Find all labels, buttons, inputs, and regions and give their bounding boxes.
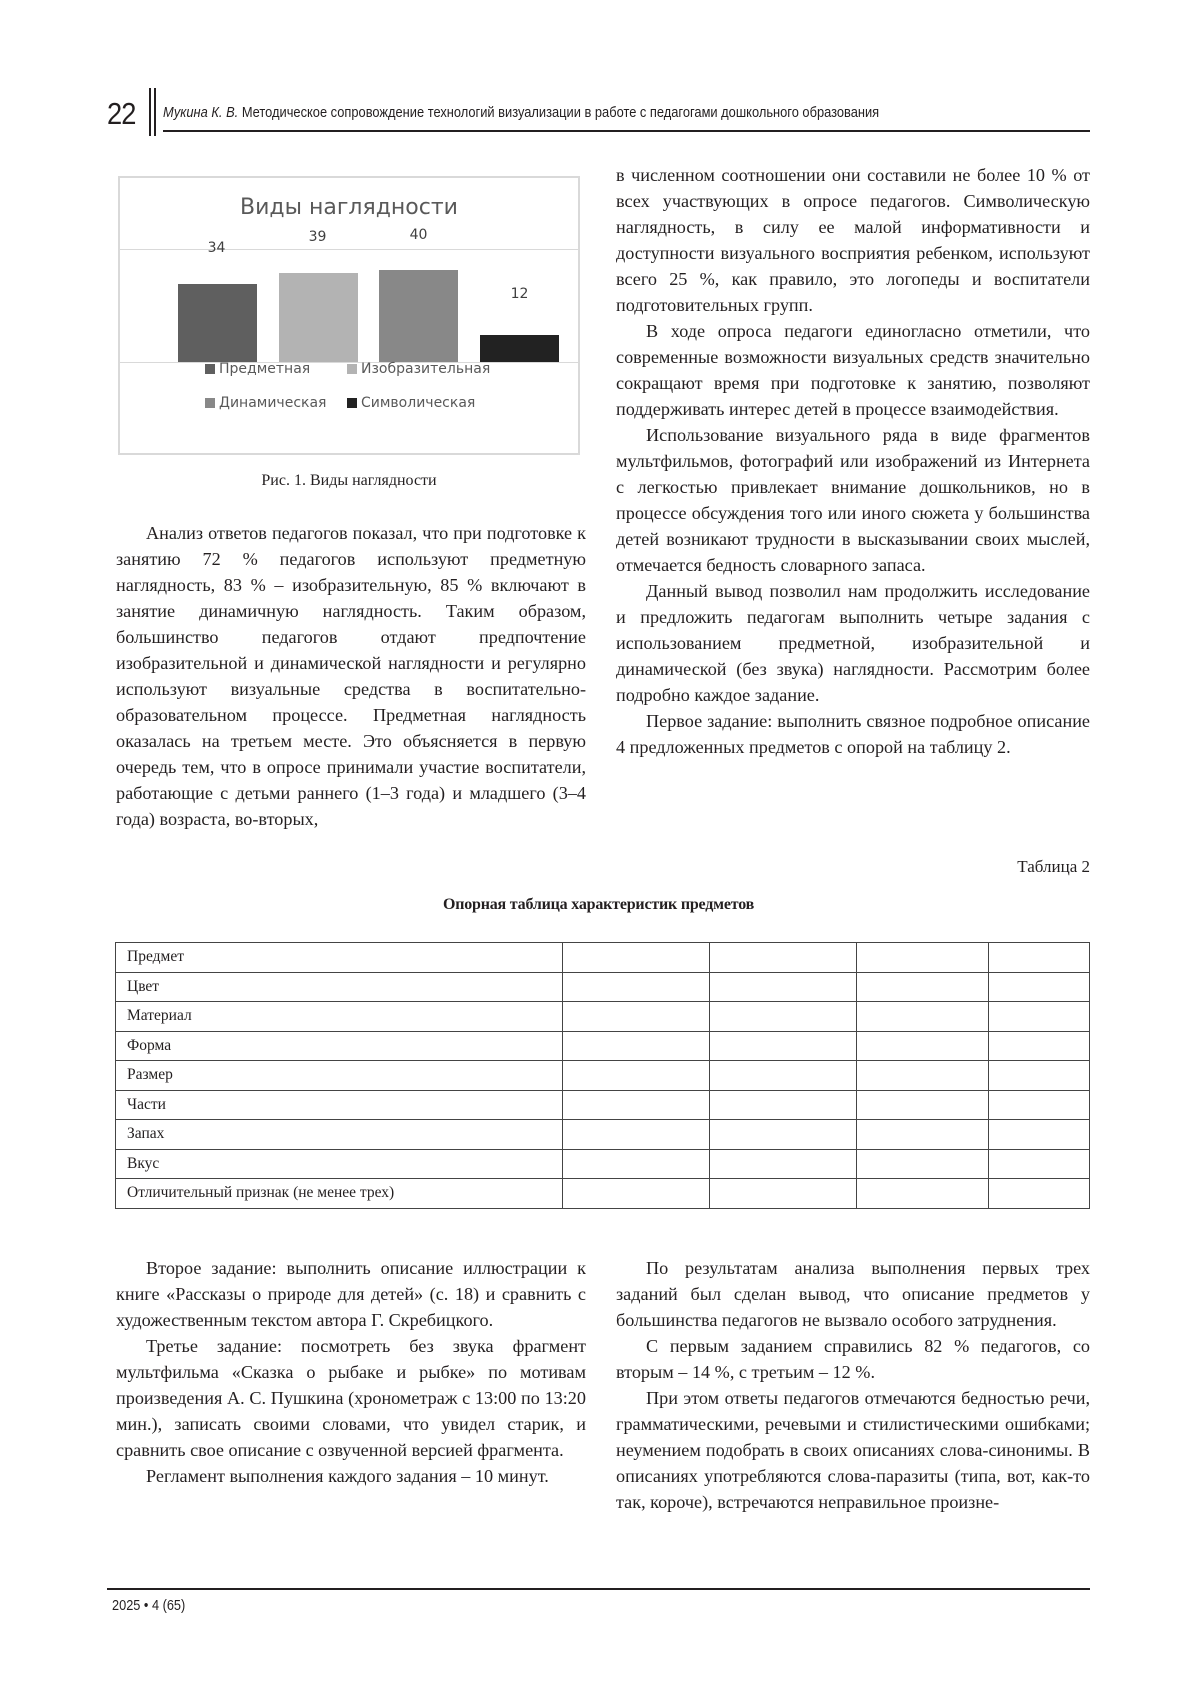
empty-cell (710, 1061, 857, 1091)
table-row (116, 1179, 1090, 1209)
table-number: Таблица 2 (1017, 857, 1090, 876)
empty-cell (857, 1179, 989, 1209)
header-rule (163, 130, 1090, 132)
empty-cell (563, 1149, 710, 1179)
row-label: Материал (116, 1002, 563, 1032)
running-header (163, 105, 879, 121)
table-row (116, 972, 1090, 1002)
empty-cell (857, 972, 989, 1002)
legend-label: Динамическая (219, 395, 327, 411)
legend-item (347, 361, 490, 377)
figure-caption: Рис. 1. Виды наглядности (261, 472, 437, 489)
table-row (116, 943, 1090, 973)
empty-cell (563, 1061, 710, 1091)
empty-cell (710, 1179, 857, 1209)
bar-izobrazitelnaya (279, 273, 358, 362)
bar-simvolicheskaya (480, 335, 559, 362)
paragraph: Третье задание: посмотреть без звука фрагмент мультфильма «Сказка о рыбаке и рыбке» по мотивам произведения А. С. Пушкина (хронометраж с 13:00 по 13:20 мин.), записать своими словами, что увидел старик, и сравнить свое описание с озвученной версией фрагмента. (116, 1336, 586, 1460)
empty-cell (563, 1179, 710, 1209)
empty-cell (857, 1090, 989, 1120)
empty-cell (563, 972, 710, 1002)
header-divider (149, 88, 151, 136)
table-row (116, 1061, 1090, 1091)
empty-cell (563, 1090, 710, 1120)
legend-swatch-icon (205, 364, 215, 374)
empty-cell (989, 1002, 1090, 1032)
empty-cell (710, 1120, 857, 1150)
bar-dinamicheskaya (379, 270, 458, 362)
page-number: 22 (107, 96, 136, 131)
table-title: Опорная таблица характеристик предметов (442, 896, 755, 913)
table-row (116, 1149, 1090, 1179)
chart-title: Виды наглядности (240, 195, 458, 220)
paragraph: Второе задание: выполнить описание иллюстрации к книге «Рассказы о природе для детей» (с. 18) и сравнить с художественным текстом автора Г. Скребицкого. (116, 1258, 586, 1330)
table-row (116, 1120, 1090, 1150)
paragraph: Регламент выполнения каждого задания – 10 минут. (146, 1466, 549, 1486)
paragraph: При этом ответы педагогов отмечаются бедностью речи, грамматическими, речевыми и стилистическими ошибками; неумением подобрать в своих описаниях слова-синонимы. В описаниях употребляются слова-паразиты (типа, вот, как-то так, короче), встречаются неправильное произне- (616, 1388, 1090, 1512)
empty-cell (857, 1149, 989, 1179)
table-row (116, 1090, 1090, 1120)
legend-label: Предметная (219, 361, 311, 377)
empty-cell (710, 1002, 857, 1032)
table-row (116, 1002, 1090, 1032)
legend-item (347, 395, 475, 411)
bar-predmetnaya (178, 284, 257, 362)
paragraph: Данный вывод позволил нам продолжить исследование и предложить педагогам выполнить четыре задания с использованием предметной, изобразительной и динамической (без звука) наглядности. Рассмотрим более подробно каждое задание. (616, 581, 1090, 705)
right-column-bottom (616, 1255, 1090, 1515)
legend-item (205, 395, 326, 411)
table-row (116, 1031, 1090, 1061)
empty-cell (710, 943, 857, 973)
bar-value-label: 40 (409, 227, 428, 243)
empty-cell (563, 1002, 710, 1032)
left-column-top (116, 520, 586, 832)
bar-chart (118, 176, 580, 455)
empty-cell (710, 972, 857, 1002)
paragraph: По результатам анализа выполнения первых трех заданий был сделан вывод, что описание предметов у большинства педагогов не вызвало особого затруднения. (616, 1258, 1090, 1330)
row-label: Отличительный признак (не менее трех) (116, 1179, 563, 1209)
empty-cell (857, 1120, 989, 1150)
row-label: Форма (116, 1031, 563, 1061)
row-label: Вкус (116, 1149, 563, 1179)
bar-value-label: 34 (207, 240, 226, 256)
legend-label: Изобразительная (361, 361, 491, 377)
header-author: Мукина К. В. (163, 105, 239, 121)
empty-cell (710, 1149, 857, 1179)
row-label: Цвет (116, 972, 563, 1002)
empty-cell (857, 1031, 989, 1061)
left-column-bottom (116, 1255, 586, 1489)
row-label: Размер (116, 1061, 563, 1091)
row-label: Запах (116, 1120, 563, 1150)
characteristics-table (115, 942, 1090, 1209)
empty-cell (989, 1031, 1090, 1061)
legend-swatch-icon (205, 398, 215, 408)
paragraph: С первым заданием справились 82 % педагогов, со вторым – 14 %, с третьим – 12 %. (616, 1336, 1090, 1382)
empty-cell (857, 943, 989, 973)
paragraph: Анализ ответов педагогов показал, что при подготовке к занятию 72 % педагогов используют предметную наглядность, 83 % – изобразительную, 85 % включают в занятие динамичную наглядность. Таким образом, большинство педагогов отдают предпочтение изобразительной и динамической наглядности и регулярно используют визуальные средства в воспитательно-образовательном процессе. Предметная наглядность оказалась на третьем месте. Это объясняется в первую очередь тем, что в опросе принимали участие воспитатели, работающие с детьми раннего (1–3 года) и младшего (3–4 года) возраста, во-вторых, (116, 523, 586, 829)
row-label: Части (116, 1090, 563, 1120)
issue-info: 2025 • 4 (65) (112, 1598, 186, 1614)
legend-swatch-icon (347, 398, 357, 408)
bar-value-label: 12 (510, 286, 529, 302)
empty-cell (989, 1090, 1090, 1120)
legend-label: Символическая (361, 395, 476, 411)
empty-cell (989, 943, 1090, 973)
right-column-top (616, 162, 1090, 760)
legend-swatch-icon (347, 364, 357, 374)
empty-cell (563, 1120, 710, 1150)
paragraph: в численном соотношении они составили не более 10 % от всех участвующих в опросе педагогов. Символическую наглядность, в силу ее малой информативности и доступности визуального восприятия ребенком, используют всего 25 %, как правило, это логопеды и воспитатели подготовительных групп. (616, 165, 1090, 315)
empty-cell (989, 1179, 1090, 1209)
paragraph: Первое задание: выполнить связное подробное описание 4 предложенных предметов с опорой на таблицу 2. (616, 711, 1090, 757)
paragraph: В ходе опроса педагоги единогласно отметили, что современные возможности визуальных средств значительно сокращают время при подготовке к занятию, позволяют поддерживать интерес детей в процессе взаимодействия. (616, 321, 1090, 419)
row-label: Предмет (116, 943, 563, 973)
empty-cell (989, 1120, 1090, 1150)
header-divider (154, 88, 156, 136)
legend-item (205, 361, 310, 377)
header-title: Методическое сопровождение технологий визуализации в работе с педагогами дошкольного образования (241, 105, 880, 121)
empty-cell (563, 1031, 710, 1061)
empty-cell (857, 1061, 989, 1091)
empty-cell (710, 1031, 857, 1061)
footer-rule (107, 1588, 1090, 1590)
empty-cell (989, 1149, 1090, 1179)
empty-cell (563, 943, 710, 973)
empty-cell (857, 1002, 989, 1032)
bar-value-label: 39 (308, 229, 327, 245)
paragraph: Использование визуального ряда в виде фрагментов мультфильмов, фотографий или изображений из Интернета с легкостью привлекает внимание дошкольников, но в процессе обсуждения того или иного сюжета у большинства детей возникают трудности в высказывании своих мыслей, отмечается бедность словарного запаса. (616, 425, 1090, 575)
empty-cell (989, 972, 1090, 1002)
empty-cell (989, 1061, 1090, 1091)
empty-cell (710, 1090, 857, 1120)
